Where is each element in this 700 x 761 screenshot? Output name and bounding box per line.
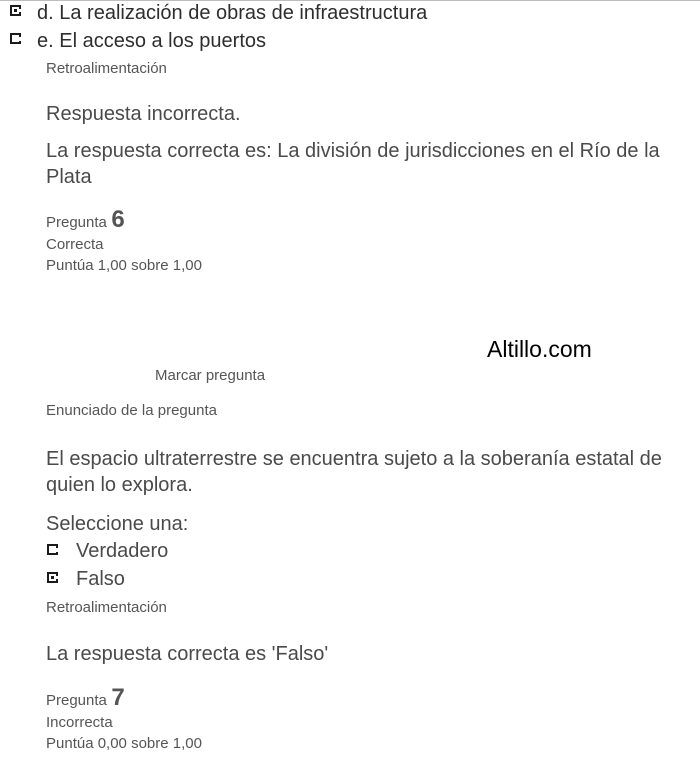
question-score: Puntúa 0,00 sobre 1,00 bbox=[46, 735, 202, 752]
question-number: 6 bbox=[111, 206, 125, 233]
question-status: Incorrecta bbox=[46, 714, 113, 731]
option-d-radio[interactable] bbox=[10, 5, 21, 16]
radio-selected-dot bbox=[51, 576, 54, 579]
result-text: Respuesta incorrecta. bbox=[46, 103, 241, 125]
option-verdadero-label[interactable]: Verdadero bbox=[76, 540, 169, 562]
correct-answer-text: La respuesta correcta es: La división de jurisdicciones en el Río de la Plata bbox=[46, 140, 660, 188]
question-header bbox=[46, 684, 125, 712]
question-status: Correcta bbox=[46, 236, 104, 253]
option-e-radio[interactable] bbox=[10, 33, 21, 44]
question-label: Pregunta bbox=[46, 692, 107, 709]
option-verdadero-radio[interactable] bbox=[47, 544, 58, 555]
statement-heading: Enunciado de la pregunta bbox=[46, 402, 217, 419]
option-falso-label[interactable]: Falso bbox=[76, 568, 125, 590]
option-falso-radio[interactable] bbox=[47, 572, 58, 583]
question-score: Puntúa 1,00 sobre 1,00 bbox=[46, 257, 202, 274]
top-divider bbox=[0, 0, 700, 1]
select-prompt: Seleccione una: bbox=[46, 513, 189, 535]
watermark: Altillo.com bbox=[487, 336, 592, 362]
question-label: Pregunta bbox=[46, 214, 107, 231]
radio-selected-dot bbox=[14, 9, 17, 12]
question-header bbox=[46, 206, 125, 234]
question-statement: El espacio ultraterrestre se encuentra sujeto a la soberanía estatal de quien lo explora. bbox=[46, 448, 662, 496]
flag-question-link[interactable]: Marcar pregunta bbox=[155, 367, 266, 384]
question-number: 7 bbox=[111, 684, 125, 711]
correct-answer-text: La respuesta correcta es 'Falso' bbox=[46, 643, 329, 665]
option-e-label[interactable]: e. El acceso a los puertos bbox=[37, 30, 267, 52]
feedback-heading: Retroalimentación bbox=[46, 60, 167, 77]
option-d-label[interactable]: d. La realización de obras de infraestructura bbox=[37, 2, 428, 24]
feedback-heading: Retroalimentación bbox=[46, 599, 167, 616]
